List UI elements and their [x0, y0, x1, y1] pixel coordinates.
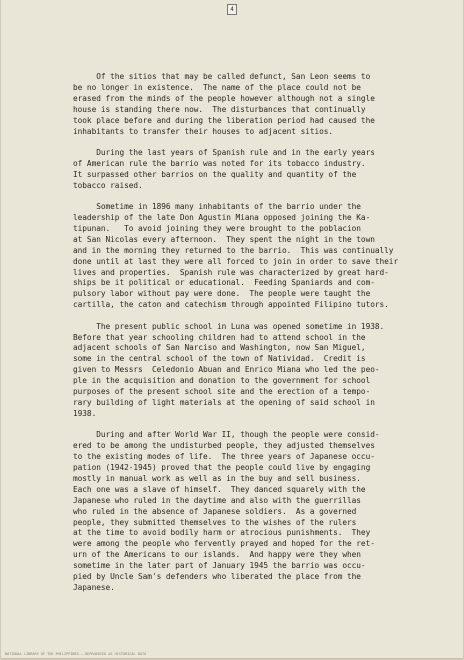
text-line: were among the people who fervently prayed and hoped for the ret-	[73, 539, 375, 549]
text-line: Japanese who ruled in the daytime and also with the guerrillas	[73, 495, 361, 505]
text-line: some in the central school of the town of Natividad. Credit is	[73, 354, 366, 364]
text-line: tobacco raised.	[73, 180, 143, 190]
text-line: pation (1942-1945) proved that the people could live by engaging	[73, 463, 371, 472]
text-line: Before that year schooling children had to attend school in the	[73, 332, 366, 342]
paragraph	[73, 148, 413, 192]
text-line: mostly in manual work as well as in the buy and sell business.	[73, 473, 361, 483]
text-line: people, they submitted themselves to the wishes of the rulers	[73, 517, 357, 527]
paragraph	[73, 72, 413, 137]
text-line: rary building of light materials at the opening of said school in	[73, 397, 375, 407]
text-line: The present public school in Luna was opened sometime in 1938.	[73, 321, 385, 331]
text-line: erased from the minds of the people however although not a single	[73, 93, 375, 103]
text-line: lives and properties. Spanish rule was characterized by great hard-	[73, 267, 389, 277]
text-line: cartilla, the caton and catechism through appointed Filipino tutors.	[73, 300, 389, 310]
text-line: at San Nicolas every afternoon. They spent the night in the town	[73, 234, 375, 244]
text-line: sometime in the later part of January 1945 the barrio was occu-	[73, 561, 366, 571]
text-line: and in the morning they returned to the barrio. This was continually	[73, 245, 394, 255]
text-line: who ruled in the absence of Japanese soldiers. As a governed	[73, 506, 357, 516]
document-body	[73, 72, 413, 604]
text-line: pulsory labor without pay were done. The people were taught the	[73, 289, 371, 299]
text-line: urn of the Americans to our islands. And happy were they when	[73, 550, 361, 560]
text-line: to the existing modes of life. The three years of Japanese occu-	[73, 452, 375, 462]
text-line: be no longer in existence. The name of the place could not be	[73, 82, 361, 92]
page-number: 4	[227, 4, 237, 15]
paragraph	[73, 202, 413, 311]
text-line: given to Messrs Celedonio Abuan and Enrico Miana who led the peo-	[73, 365, 380, 375]
text-line: It surpassed other barrios on the quality and quantity of the	[73, 169, 357, 179]
text-line: of American rule the barrio was noted for its tobacco industry.	[73, 158, 366, 168]
text-line: During and after World War II, though the people were consid-	[73, 430, 380, 440]
text-line: Sometime in 1896 many inhabitants of the barrio under the	[73, 202, 361, 212]
text-line: pied by Uncle Sam's defenders who liberated the place from the	[73, 572, 361, 582]
text-line: ered to be among the undisturbed people, they adjusted themselves	[73, 441, 375, 451]
text-line: ple in the acquisition and donation to the government for school	[73, 376, 371, 386]
text-line: at the time to avoid bodily harm or atrocious punishments. They	[73, 528, 371, 538]
text-line: took place before and during the liberation period had caused the	[73, 115, 375, 125]
text-line: tipunan. To avoid joining they were brought to the poblacion	[73, 223, 361, 233]
text-line: Of the sitios that may be called defunct, San Leon seems to	[73, 72, 371, 81]
text-line: 1938.	[73, 408, 97, 418]
text-line: Each one was a slave of himself. They danced squarely with the	[73, 484, 366, 494]
text-line: ships be it political or educational. Feeding Spaniards and com-	[73, 278, 375, 288]
page-footer: NATIONAL LIBRARY OF THE PHILIPPINES — REPRODUCED AS HISTORICAL DATA	[5, 652, 147, 656]
paragraph	[73, 322, 413, 420]
text-line: done until at last they were all forced to join in order to save their	[73, 256, 399, 266]
text-line: During the last years of Spanish rule and in the early years	[73, 147, 375, 157]
text-line: Japanese.	[73, 582, 115, 592]
text-line: inhabitants to transfer their houses to adjacent sitios.	[73, 126, 334, 136]
text-line: purposes of the present school site and the erection of a tempo-	[73, 387, 371, 397]
text-line: house is standing there now. The disturbances that continually	[73, 104, 366, 114]
text-line: adjacent schools of San Narciso and Washington, now San Miguel,	[73, 343, 366, 353]
text-line: leadership of the late Don Agustin Miana opposed joining the Ka-	[73, 212, 371, 222]
paragraph	[73, 430, 413, 594]
